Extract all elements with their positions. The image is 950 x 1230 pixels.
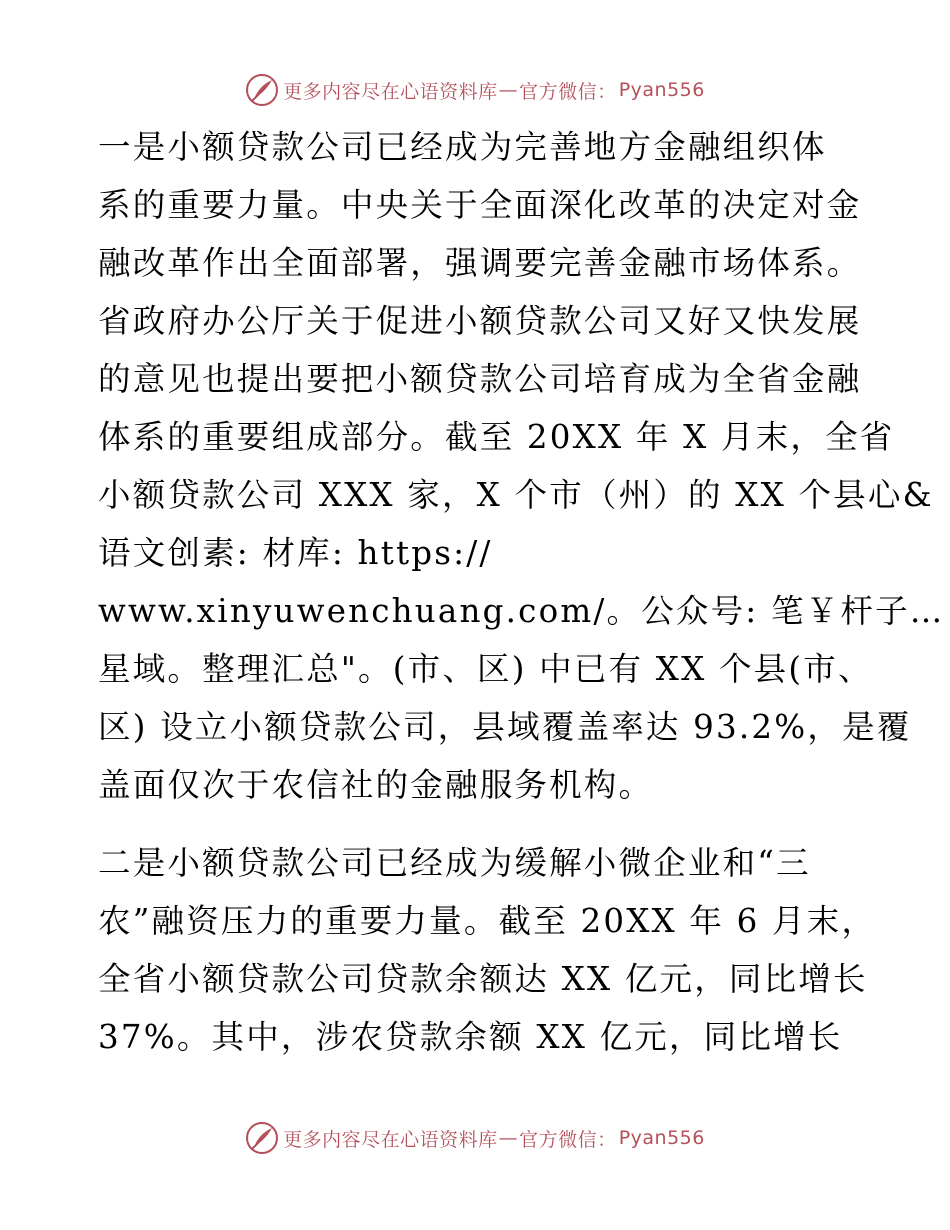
text-line: 的意见也提出要把小额贷款公司培育成为全省金融 xyxy=(98,360,862,398)
text-line: 融改革作出全面部署，强调要完善金融市场体系。 xyxy=(98,244,862,282)
header-wechat-label: 官方微信： xyxy=(519,80,617,103)
header-separator: — xyxy=(498,79,519,101)
footer-wechat-id: Pyan556 xyxy=(618,1127,705,1149)
document-body xyxy=(98,118,945,1066)
header-brand-text: 更多内容尽在心语资料库 xyxy=(283,80,498,103)
text-line: 体系的重要组成部分。截至 20XX 年 X 月末，全省 xyxy=(98,418,895,456)
footer-watermark-banner xyxy=(0,1118,950,1158)
header-watermark-banner xyxy=(0,70,950,110)
footer-wechat-label: 官方微信： xyxy=(519,1128,617,1151)
text-line: 系的重要力量。中央关于全面深化改革的决定对金 xyxy=(98,186,862,224)
quill-logo-icon xyxy=(245,73,279,107)
paragraph-2 xyxy=(98,834,877,1066)
quill-logo-icon xyxy=(245,1121,279,1155)
text-line: 农”融资压力的重要力量。截至 20XX 年 6 月末， xyxy=(98,902,877,940)
text-line: 区) 设立小额贷款公司，县域覆盖率达 93.2%，是覆 xyxy=(98,708,912,746)
paragraph-1 xyxy=(98,118,945,814)
text-line: 二是小额贷款公司已经成为缓解小微企业和“三 xyxy=(98,844,811,882)
footer-separator: — xyxy=(498,1127,519,1149)
text-line: 语文创素: 材库: https:// xyxy=(98,534,493,572)
text-line: 一是小额贷款公司已经成为完善地方金融组织体 xyxy=(98,128,827,166)
text-line: www.xinyuwenchuang.com/。公众号: 笔￥杆子… xyxy=(98,592,945,630)
text-line: 小额贷款公司 XXX 家，X 个市（州）的 XX 个县心& xyxy=(98,476,934,514)
text-line: 盖面仅次于农信社的金融服务机构。 xyxy=(98,766,654,804)
text-line: 星域。整理汇总"。(市、区) 中已有 XX 个县(市、 xyxy=(98,650,873,688)
footer-brand-text: 更多内容尽在心语资料库 xyxy=(283,1128,498,1151)
header-wechat-id: Pyan556 xyxy=(618,79,705,101)
text-line: 37%。其中，涉农贷款余额 XX 亿元，同比增长 xyxy=(98,1018,843,1056)
text-line: 全省小额贷款公司贷款余额达 XX 亿元，同比增长 xyxy=(98,960,868,998)
text-line: 省政府办公厅关于促进小额贷款公司又好又快发展 xyxy=(98,302,862,340)
